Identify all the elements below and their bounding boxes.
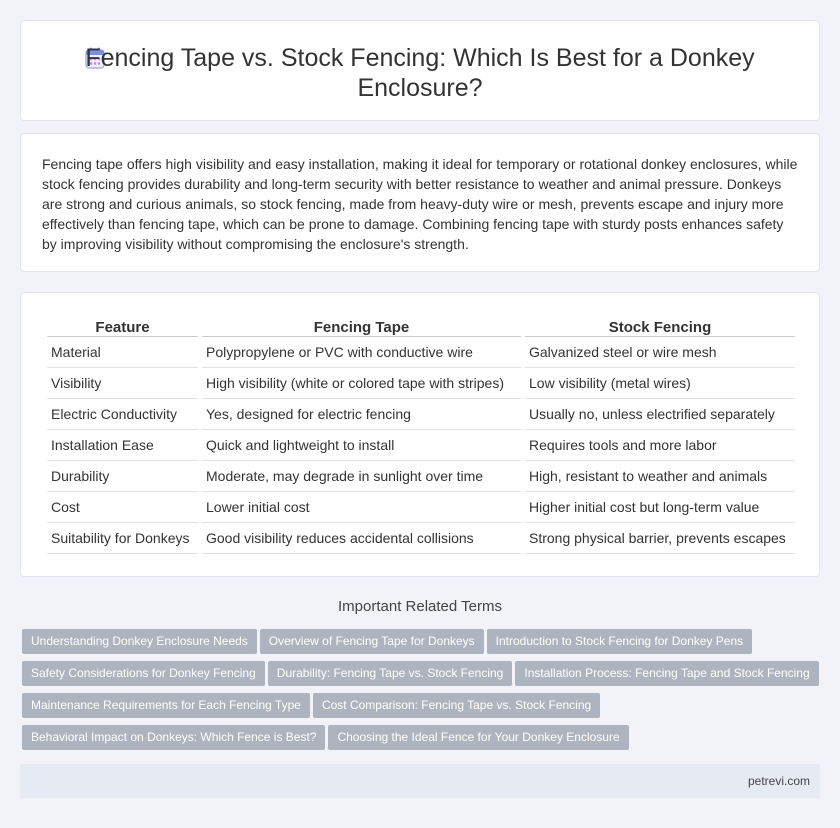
related-term-tag[interactable]: Understanding Donkey Enclosure Needs: [22, 629, 257, 654]
table-cell: Usually no, unless electrified separately: [525, 399, 795, 430]
comparison-table: [43, 315, 799, 554]
related-terms-list: [22, 629, 822, 757]
table-cell: Cost: [47, 492, 198, 523]
tag-row: [22, 725, 822, 757]
table-cell: Lower initial cost: [202, 492, 521, 523]
table-row: [47, 368, 795, 399]
footer: [20, 764, 820, 798]
table-cell: Galvanized steel or wire mesh: [525, 337, 795, 368]
related-term-tag[interactable]: Overview of Fencing Tape for Donkeys: [260, 629, 484, 654]
column-header: Feature: [47, 315, 198, 337]
table-cell: Material: [47, 337, 198, 368]
table-cell: Good visibility reduces accidental collisions: [202, 523, 521, 554]
comparison-card: [20, 292, 820, 577]
related-term-tag[interactable]: Installation Process: Fencing Tape and Stock Fencing: [515, 661, 818, 686]
table-cell: High, resistant to weather and animals: [525, 461, 795, 492]
page-title: Fencing Tape vs. Stock Fencing: Which Is Best for a Donkey Enclosure?: [85, 44, 755, 102]
tag-row: [22, 661, 822, 693]
related-term-tag[interactable]: Behavioral Impact on Donkeys: Which Fence is Best?: [22, 725, 325, 750]
table-cell: High visibility (white or colored tape with stripes): [202, 368, 521, 399]
table-cell: Quick and lightweight to install: [202, 430, 521, 461]
column-header: Stock Fencing: [525, 315, 795, 337]
table-row: [47, 523, 795, 554]
related-term-tag[interactable]: Cost Comparison: Fencing Tape vs. Stock Fencing: [313, 693, 600, 718]
table-row: [47, 430, 795, 461]
table-cell: Durability: [47, 461, 198, 492]
table-cell: Visibility: [47, 368, 198, 399]
intro-paragraph: Fencing tape offers high visibility and easy installation, making it ideal for temporary or rotational donkey enclosures, while stock fencing provides durability and long-term security with better resistance to weather and animal pressure. Donkeys are strong and curious animals, so stock fencing, made from heavy-duty wire or mesh, prevents escape and injury more effectively than fencing tape, which can be prone to damage. Combining fencing tape with sturdy posts enhances safety by improving visibility without compromising the enclosure's strength.: [42, 156, 798, 252]
related-term-tag[interactable]: Safety Considerations for Donkey Fencing: [22, 661, 265, 686]
table-cell: Installation Ease: [47, 430, 198, 461]
intro-card: [20, 133, 820, 272]
column-header: Fencing Tape: [202, 315, 521, 337]
table-cell: Polypropylene or PVC with conductive wire: [202, 337, 521, 368]
tag-row: [22, 629, 822, 661]
table-header-row: [47, 315, 795, 337]
table-cell: Moderate, may degrade in sunlight over time: [202, 461, 521, 492]
table-cell: Suitability for Donkeys: [47, 523, 198, 554]
table-cell: Yes, designed for electric fencing: [202, 399, 521, 430]
related-terms-heading: Important Related Terms: [338, 598, 502, 615]
footer-site-link[interactable]: petrevi.com: [747, 774, 810, 788]
table-row: [47, 492, 795, 523]
table-row: [47, 337, 795, 368]
table-row: [47, 399, 795, 430]
table-cell: Low visibility (metal wires): [525, 368, 795, 399]
table-cell: Electric Conductivity: [47, 399, 198, 430]
table-row: [47, 461, 795, 492]
related-term-tag[interactable]: Durability: Fencing Tape vs. Stock Fencing: [268, 661, 513, 686]
table-cell: Requires tools and more labor: [525, 430, 795, 461]
related-term-tag[interactable]: Choosing the Ideal Fence for Your Donkey Enclosure: [328, 725, 628, 750]
table-cell: Strong physical barrier, prevents escapes: [525, 523, 795, 554]
table-cell: Higher initial cost but long-term value: [525, 492, 795, 523]
related-term-tag[interactable]: Introduction to Stock Fencing for Donkey Pens: [487, 629, 752, 654]
tag-row: [22, 693, 822, 725]
title-card: [20, 20, 820, 121]
related-term-tag[interactable]: Maintenance Requirements for Each Fencing Type: [22, 693, 310, 718]
